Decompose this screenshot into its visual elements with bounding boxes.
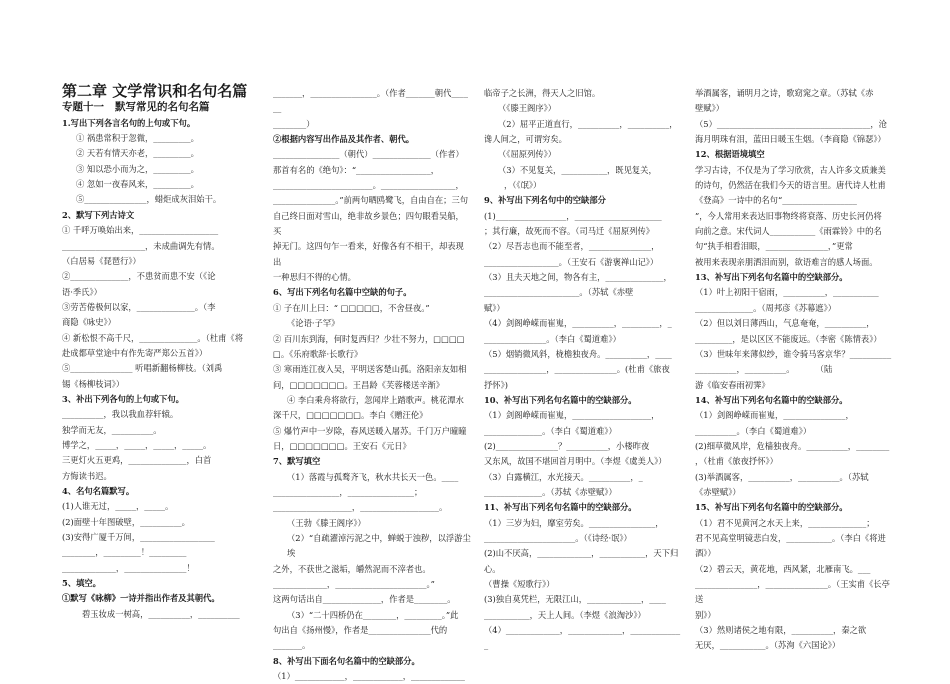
text-line: (2)面壁十年图破壁，__________。 xyxy=(62,516,190,527)
text-line: ②______________，不患贫而患不安（《论 xyxy=(62,271,216,282)
text-line: _______________，_______________。（王实甫《长亭送 xyxy=(695,579,890,605)
text-line: __________，我以我血荐轩辕。 xyxy=(62,409,179,420)
text-line: 深千尺，□□□□□□□。李白《赠汪伦》 xyxy=(273,410,428,421)
text-line: （4）剑阁峥嵘而崔嵬，__________，_________，_ xyxy=(484,318,672,329)
text-line: 自己终日面对雪山，绝非故乡景色；四句眼看吴船，买 xyxy=(273,210,464,237)
text-line: ________________，________________； xyxy=(273,486,423,497)
text-line: 《登高》一诗中的名句“__________________ xyxy=(695,195,857,206)
text-line: 方悔读书迟。 xyxy=(62,470,112,481)
text-line: （2）但以刘日薄西山，气息奄奄，__________， xyxy=(695,318,875,329)
text-line: 句“执手相看泪眼，_______________，”更常 xyxy=(695,241,853,252)
text-line: □。《乐府歌辞·长歌行》 xyxy=(273,348,363,359)
text-line: ③ 知以恐小而为之，_________。 xyxy=(76,163,199,174)
text-line: 锡《杨柳枝词》） xyxy=(62,378,125,389)
question-heading: 1.写出下列各言名句的上句或下句。 xyxy=(62,117,196,128)
text-line: ① 千呼万唤始出来，___________________ xyxy=(62,225,219,236)
question-heading: 2、默写下列古诗文 xyxy=(62,209,135,220)
text-line: (3)独自莫凭栏，无限江山，_____________，____ xyxy=(484,594,666,605)
text-line: 独学而无友，__________。 xyxy=(62,424,162,435)
text-line: ______________________。（《诗经·氓》） xyxy=(484,532,632,543)
text-line: （1）三岁为妇，靡室劳矣。________________， xyxy=(484,517,664,528)
text-line: （1）叶上初阳干宿雨，__________，___________ xyxy=(695,287,879,298)
question-heading: 11、补写出下列名句名篇中的空缺部分。 xyxy=(484,502,637,513)
text-line: ① 子在川上曰：“ □□□□□，不舍昼夜。” xyxy=(273,302,430,313)
text-line: _______________，_______________。(杜甫《旅夜 xyxy=(484,364,670,375)
text-line: （1）剑阁峥嵘而崔嵬，___________________， xyxy=(484,410,660,421)
text-line: ③劳苦倦极何以家，______________。（李 xyxy=(62,301,216,312)
topic-subtitle: 专题十一 默写常见的名句名篇 xyxy=(62,101,210,113)
text-line: （5）_____________________________________，沧 xyxy=(695,118,887,129)
text-line: (2)山不厌高，_____________，___________，天下归心。 xyxy=(484,548,679,574)
text-line: 壁赋》） xyxy=(695,103,725,114)
text-line: （3）“二十四桥仍在________，_________。”此 xyxy=(287,609,459,620)
text-line: (2)细草微风岸，危樯独夜舟。__________，________ xyxy=(695,440,890,451)
text-line: 谗人间之，可谓穷矣。 xyxy=(484,134,567,145)
text-line: 君不见高堂明镜悲白发，___________。（李白《将进酒》） xyxy=(695,532,886,559)
text-line: __________。（李白《蜀道难》） xyxy=(695,425,812,436)
text-line: （3）且夫天地之间，物各有主，______________， xyxy=(484,272,672,283)
question-heading: 3、补出下列各句的上句或下句。 xyxy=(62,393,184,404)
text-line: ⑤_______________，蜡炬成灰泪始干。 xyxy=(76,194,222,205)
text-line: （2）“自疏濯淖污泥之中，蝉蜕于浊秽，以浮游尘埃 xyxy=(287,532,471,559)
text-line: 抒怀》) xyxy=(484,379,508,390)
text-line: （1）落霞与孤鹜齐飞，秋水共长天一色。____ xyxy=(287,471,459,482)
text-line: ；其行廉，故死而不容。（司马迁《屈原列传》 xyxy=(484,226,655,237)
text-line: ________________________。__________________， xyxy=(273,180,464,191)
text-line: 商隐《咏史》） xyxy=(62,317,116,328)
chapter-title: 第二章 文学常识和名句名篇 xyxy=(62,82,248,100)
text-line: 这两句话出自______________，作者是________。 xyxy=(273,594,456,605)
column-1 xyxy=(62,82,258,622)
text-line: 《赤壁赋》） xyxy=(695,486,741,497)
text-line: 又东风，故国不堪回首月明中。（李煜《虞美人》） xyxy=(484,456,667,467)
question-heading: 9、补写出下列名句中的空缺部分 xyxy=(484,195,606,206)
text-line: __________，__________。 （陆 xyxy=(695,364,833,375)
text-line: 掉无门。这四句乍一看来，好像各有不相干，却表现出 xyxy=(273,241,464,267)
text-line: （1）君不见黄河之水天上来，______________； xyxy=(695,517,875,528)
text-line: ④ 新松恨不高千尺，______________。（杜甫《将 xyxy=(62,332,244,343)
text-line: ⑤_______________ 听唱新翻杨柳枝。（刘禹 xyxy=(62,363,223,374)
text-line: (2)_______________？__________，小楼昨夜 xyxy=(484,440,650,451)
text-line: ④ 李白乘舟将欲行，忽闻岸上踏歌声。桃花潭水 xyxy=(287,394,464,405)
text-line: ________________（朝代）______________（作者） xyxy=(273,149,464,160)
text-line: （3）白露横江，水光接天。__________，_ xyxy=(484,471,643,482)
text-line: 三更灯火五更鸡，______________，白首 xyxy=(62,455,212,466)
text-line: （白居易《琵琶行》） xyxy=(62,255,141,266)
question-heading: 14、补写出下列名句名篇中的空缺部分。 xyxy=(695,394,848,405)
text-line: ③ 寒雨连江夜入吴，平明送客楚山孤。洛阳亲友如相 xyxy=(273,364,467,375)
text-line: _______________________。（苏轼《赤壁 xyxy=(484,287,634,298)
text-line: _______，________________。（作者_______朝代______ xyxy=(273,88,468,114)
text-line: ___________________，___________________。 xyxy=(273,502,448,513)
text-line: ，（《氓》） xyxy=(504,180,542,191)
text-line: 之外，不获世之滋垢，皭然泥而不滓者也。 xyxy=(273,563,431,574)
text-line: ”，今人常用来表达旧事物终将衰落、历史长河仍将 xyxy=(695,210,882,221)
text-line: ① 祸患常积于忽微，_________。 xyxy=(76,133,199,144)
text-line: 博学之，_____，_____，_____，_____。 xyxy=(62,439,212,450)
text-line: ② 百川东到海，何时复西归？少壮不努力，□□□□ xyxy=(273,333,465,344)
text-line: （1）剑阁峥嵘而崔嵬，_______________， xyxy=(695,410,854,421)
text-line: 赴成都草堂途中有作先寄严郑公五首》） xyxy=(62,347,208,358)
text-line: _______。 xyxy=(273,640,311,651)
text-line: _________，是以区区不能废远。（李密《陈情表》） xyxy=(695,333,882,344)
text-line: 向前之意。宋代词人___________《雨霖铃》中的名 xyxy=(695,226,882,237)
text-line: 那首有名的《绝句》：“__________________， xyxy=(273,164,440,175)
text-line: （《屈原列传》） xyxy=(498,149,557,160)
question-heading: 4、名句名篇默写。 xyxy=(62,486,135,496)
text-line: (1)人谁无过，_____，_____。 xyxy=(62,501,174,512)
text-line: （5）烟销微风斜，栊檐独夜舟。__________，____ xyxy=(484,348,672,359)
text-line: 问，□□□□□□□。王昌龄《芙蓉楼送辛渐》 xyxy=(273,379,445,390)
question-heading: ②根据内容写出作品及其作者、朝代。 xyxy=(273,134,415,145)
column-4 xyxy=(695,86,893,654)
text-line: ____________________，未成曲调先有情。 xyxy=(62,240,220,251)
text-line: ______________。（苏轼《赤壁赋》） xyxy=(484,486,617,497)
text-line: 句出自《扬州慢》，作者是_______________代的 xyxy=(273,625,448,636)
text-line: ② 天若有情天亦老，_________。 xyxy=(76,148,199,159)
text-line: ______________。（周邦彦《苏幕遮》） xyxy=(695,302,837,313)
text-line: (3)安得广厦千万间，__________________ xyxy=(62,532,215,543)
text-line: 赋》） xyxy=(484,302,505,313)
text-line: 碧玉妆成一树高，__________，__________ xyxy=(82,608,240,619)
text-line: _______________。”前两句晒鸥鹭飞，自由自在；三句 xyxy=(273,195,469,206)
text-line: ___________，天上人间。（李煜《浪淘沙》） xyxy=(484,609,646,620)
question-heading: 12、根据语境填空 xyxy=(695,149,765,160)
text-line: （王勃《滕王阁序》） xyxy=(287,517,366,528)
text-line: ________，_________！_________ xyxy=(62,547,187,558)
text-line: (3)举酒属客，__________，__________。（苏轼 xyxy=(695,471,869,482)
text-line: __________________。（王安石《游褒禅山记》） xyxy=(484,256,659,267)
text-line: （3）世味年来薄似纱，谁令骑马客京华？__________ xyxy=(695,348,892,359)
text-line: 海月明珠有泪，蓝田日暖玉生烟。（李商隐《锦瑟》） xyxy=(695,134,886,145)
text-line: ________） xyxy=(273,118,315,129)
text-line: _____________，_______________！ xyxy=(62,562,195,573)
text-line: ______________。（李白《蜀道难》） xyxy=(484,425,617,436)
text-line: （3）然则诸侯之地有限，__________，秦之欲 xyxy=(695,625,867,636)
column-2 xyxy=(273,86,471,684)
question-heading: 7、默写填空 xyxy=(273,456,321,467)
text-line: 临帝子之长洲，得天人之旧馆。 xyxy=(484,88,601,98)
text-line: （4）_____________，_____________，_____________ xyxy=(484,625,681,651)
question-heading: 6、写出下列名句名篇中空缺的句子。 xyxy=(273,287,412,298)
text-line: （2）尽吾志也而不能至者，_______________， xyxy=(484,241,660,252)
text-line: （《滕王阁序》） xyxy=(498,103,557,114)
text-line: ⑤ 爆竹声中一岁除，春风送暖入屠苏。千门万户曈曈 xyxy=(273,425,467,436)
text-line: ④ 忽如一夜春风来，_________。 xyxy=(76,179,199,190)
column-3 xyxy=(484,86,684,654)
text-line: _____________，______________________。” xyxy=(273,579,435,589)
text-line: 日，□□□□□□□。王安石《元日》 xyxy=(273,440,411,451)
text-line: 游《临安春雨初霁》 xyxy=(695,379,770,390)
text-line: （曹操《短歌行》） xyxy=(484,579,555,589)
text-line: 语·季氏》） xyxy=(62,286,102,297)
text-line: 《论语·子罕》 xyxy=(287,318,340,329)
text-line: _______________。（李白《蜀道难》） xyxy=(484,333,621,344)
question-heading: 5、填空。 xyxy=(62,578,101,589)
text-line: （2）屈平正道直行，__________，__________， xyxy=(498,118,678,129)
question-heading: 13、补写出下列名句名篇中的空缺部分。 xyxy=(695,272,848,283)
text-line: ，（杜甫《旅夜抒怀》） xyxy=(695,456,778,467)
text-line: 的诗句，仍然活在我们今天的语言里。唐代诗人杜甫 xyxy=(695,180,886,191)
text-line: 别》） xyxy=(695,609,716,620)
text-line: （3）不见复关，___________，既见复关， xyxy=(498,164,657,175)
text-line: 学习古诗，不仅是为了学习欣赏，古人许多文质兼美 xyxy=(695,164,886,175)
text-line: (1)_________________，_____________________ xyxy=(484,210,662,221)
text-line: 被用来表现亲朋洒泪而别，欲语难言的感人场面。 xyxy=(695,256,878,267)
question-heading: ①默写《咏柳》一诗并指出作者及其朝代。 xyxy=(62,593,220,604)
text-line: 举酒属客，诵明月之诗，歌窈窕之章。（苏轼《赤 xyxy=(695,88,874,98)
question-heading: 8、补写出下面名句名篇中的空缺部分。 xyxy=(273,655,420,666)
text-line: （2）碧云天，黄花地，西风紧，北雁南飞。___ xyxy=(695,563,871,574)
text-line: 无厌，___________。（苏洵《六国论》） xyxy=(695,640,841,651)
text-line: （1）____________，____________，_____________ xyxy=(273,671,465,682)
question-heading: 15、补写出下列名句名篇中的空缺部分。 xyxy=(695,502,848,513)
question-heading: 10、补写出下列名句名篇中的空缺部分。 xyxy=(484,394,637,405)
text-line: 一种思归不得的心情。 xyxy=(273,272,356,283)
